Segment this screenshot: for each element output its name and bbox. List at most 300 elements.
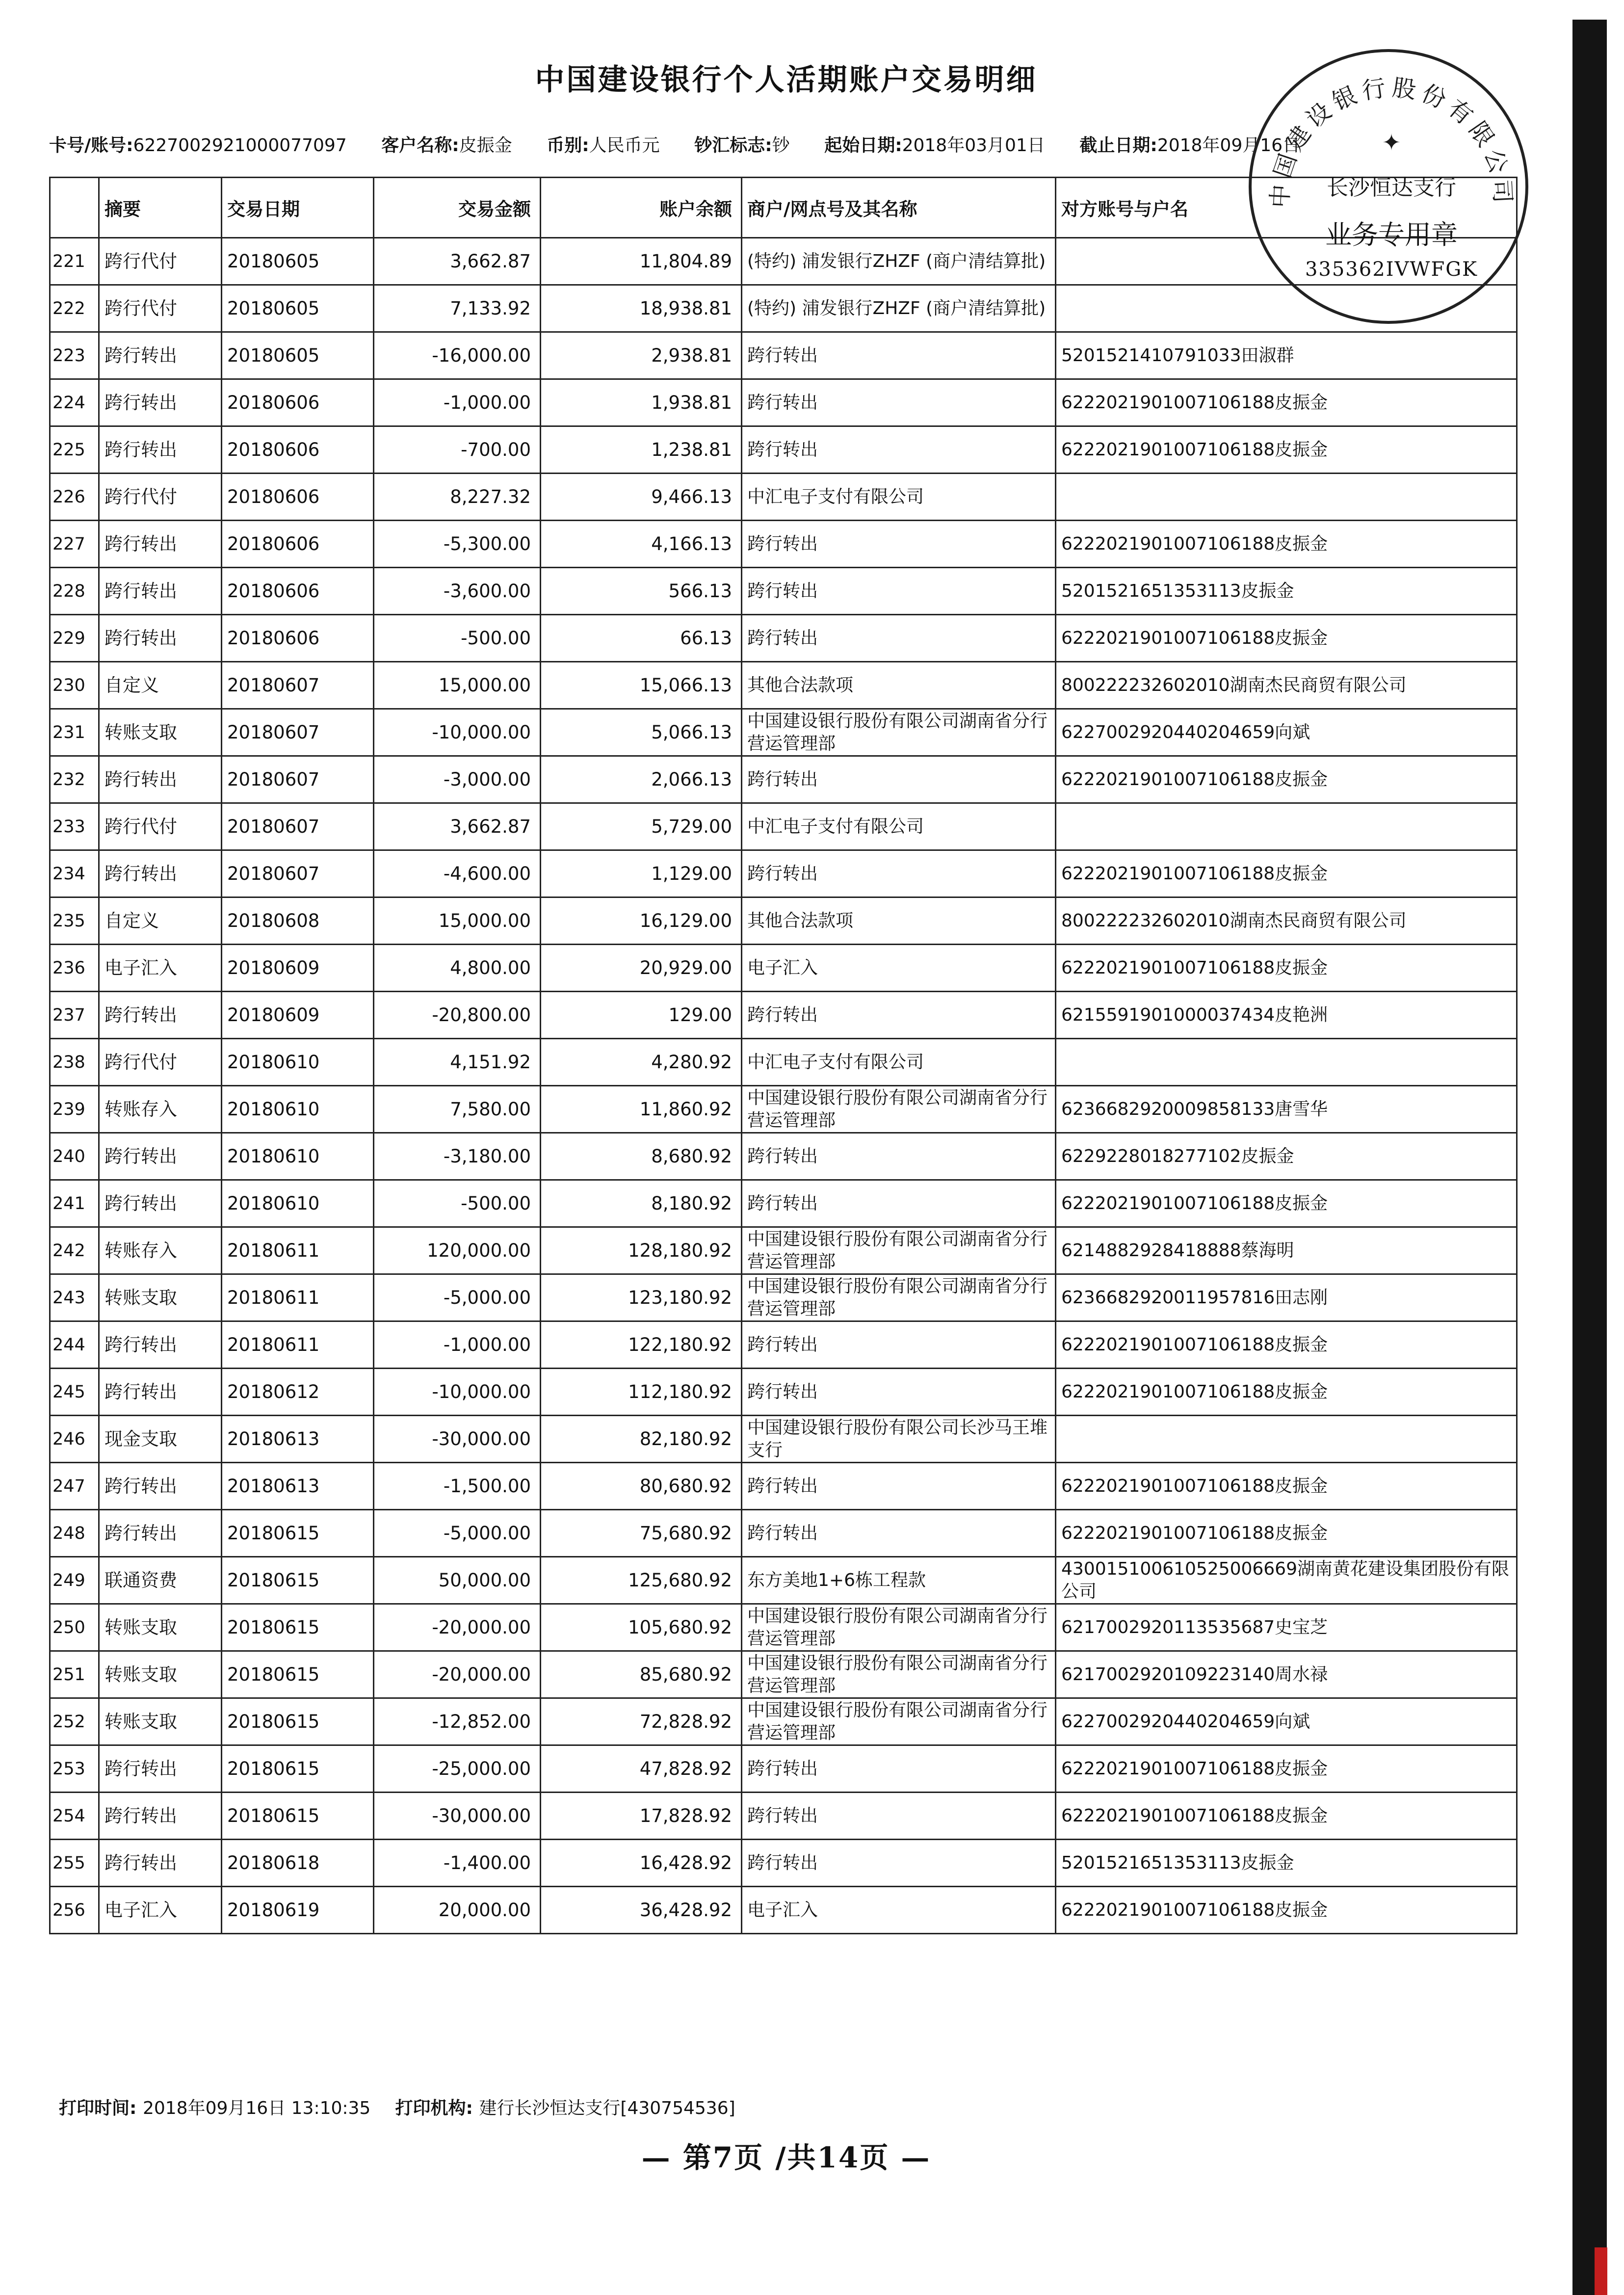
cell-date: 20180613: [222, 1463, 374, 1510]
cell-index: 251: [50, 1651, 99, 1698]
cell-amount: -500.00: [374, 1180, 541, 1227]
cell-counterparty: [1056, 803, 1517, 850]
cell-amount: -20,000.00: [374, 1604, 541, 1651]
cell-amount: -10,000.00: [374, 709, 541, 756]
cell-index: 250: [50, 1604, 99, 1651]
cell-merchant: 跨行转出: [742, 1321, 1056, 1369]
cell-counterparty: 6222021901007106188皮振金: [1056, 379, 1517, 426]
cell-counterparty: 6222021901007106188皮振金: [1056, 1887, 1517, 1934]
customer-name-value: 皮振金: [459, 135, 512, 156]
cell-counterparty: [1056, 238, 1517, 285]
cell-counterparty: 6227002920440204659向斌: [1056, 709, 1517, 756]
cell-merchant: 中国建设银行股份有限公司湖南省分行营运管理部: [742, 1274, 1056, 1321]
cell-summary: 跨行转出: [99, 1321, 222, 1369]
cell-date: 20180606: [222, 568, 374, 615]
cell-amount: -5,000.00: [374, 1510, 541, 1557]
cell-counterparty: 6222021901007106188皮振金: [1056, 615, 1517, 662]
cell-amount: -5,000.00: [374, 1274, 541, 1321]
cell-counterparty: 430015100610525006669湖南黄花建设集团股份有限公司: [1056, 1557, 1517, 1604]
cell-amount: 20,000.00: [374, 1887, 541, 1934]
cell-merchant: 跨行转出: [742, 615, 1056, 662]
cell-date: 20180611: [222, 1227, 374, 1274]
cell-index: 255: [50, 1840, 99, 1887]
cell-amount: 15,000.00: [374, 897, 541, 945]
cell-index: 244: [50, 1321, 99, 1369]
cell-counterparty: 6222021901007106188皮振金: [1056, 1745, 1517, 1793]
cell-summary: 跨行转出: [99, 1369, 222, 1416]
table-row: [50, 474, 1517, 521]
cell-date: 20180613: [222, 1416, 374, 1463]
cell-counterparty: 6236682920011957816田志刚: [1056, 1274, 1517, 1321]
cell-date: 20180607: [222, 662, 374, 709]
cell-summary: 转账支取: [99, 1651, 222, 1698]
column-header-date: 交易日期: [222, 178, 374, 238]
cell-balance: 17,828.92: [541, 1793, 742, 1840]
cell-balance: 1,238.81: [541, 426, 742, 474]
cell-date: 20180607: [222, 709, 374, 756]
cell-index: 234: [50, 850, 99, 897]
cell-counterparty: 6229228018277102皮振金: [1056, 1133, 1517, 1180]
cell-amount: -16,000.00: [374, 332, 541, 379]
cell-date: 20180615: [222, 1745, 374, 1793]
cell-balance: 16,428.92: [541, 1840, 742, 1887]
cell-balance: 20,929.00: [541, 945, 742, 992]
cell-amount: 7,133.92: [374, 285, 541, 332]
cell-merchant: 跨行转出: [742, 426, 1056, 474]
table-row: [50, 1510, 1517, 1557]
cell-merchant: (特约) 浦发银行ZHZF (商户清结算批): [742, 285, 1056, 332]
cell-index: 243: [50, 1274, 99, 1321]
cell-balance: 123,180.92: [541, 1274, 742, 1321]
cell-amount: -3,000.00: [374, 756, 541, 803]
cell-merchant: 中汇电子支付有限公司: [742, 803, 1056, 850]
cell-balance: 82,180.92: [541, 1416, 742, 1463]
cell-merchant: 跨行转出: [742, 992, 1056, 1039]
scan-edge-accent: [1595, 2247, 1607, 2295]
cell-amount: 3,662.87: [374, 238, 541, 285]
cell-summary: 跨行转出: [99, 850, 222, 897]
cell-index: 235: [50, 897, 99, 945]
cell-amount: 3,662.87: [374, 803, 541, 850]
cash-flag-value: 钞: [772, 135, 790, 156]
currency-value: 人民币元: [589, 135, 660, 156]
cell-counterparty: 5201521651353113皮振金: [1056, 1840, 1517, 1887]
cell-date: 20180611: [222, 1321, 374, 1369]
table-row: [50, 945, 1517, 992]
cell-index: 242: [50, 1227, 99, 1274]
cell-balance: 2,066.13: [541, 756, 742, 803]
table-row: [50, 1463, 1517, 1510]
cell-merchant: 跨行转出: [742, 756, 1056, 803]
cell-index: 231: [50, 709, 99, 756]
cell-summary: 跨行转出: [99, 1510, 222, 1557]
cell-summary: 电子汇入: [99, 945, 222, 992]
cell-date: 20180610: [222, 1086, 374, 1133]
cell-date: 20180619: [222, 1887, 374, 1934]
table-row: [50, 1793, 1517, 1840]
cell-balance: 4,280.92: [541, 1039, 742, 1086]
cell-amount: 4,151.92: [374, 1039, 541, 1086]
table-row: [50, 1557, 1517, 1604]
cell-counterparty: 6222021901007106188皮振金: [1056, 426, 1517, 474]
cell-index: 227: [50, 521, 99, 568]
cell-index: 236: [50, 945, 99, 992]
table-row: [50, 332, 1517, 379]
transaction-table: [49, 177, 1518, 1934]
cell-merchant: 中国建设银行股份有限公司湖南省分行营运管理部: [742, 709, 1056, 756]
cell-merchant: 中汇电子支付有限公司: [742, 474, 1056, 521]
cell-amount: -30,000.00: [374, 1793, 541, 1840]
cell-balance: 47,828.92: [541, 1745, 742, 1793]
table-row: [50, 238, 1517, 285]
cell-counterparty: [1056, 285, 1517, 332]
cell-index: 256: [50, 1887, 99, 1934]
cell-summary: 跨行转出: [99, 1463, 222, 1510]
cell-date: 20180606: [222, 615, 374, 662]
cell-date: 20180606: [222, 474, 374, 521]
cell-merchant: 跨行转出: [742, 1180, 1056, 1227]
table-header-row: [50, 178, 1517, 238]
table-row: [50, 756, 1517, 803]
cell-merchant: 电子汇入: [742, 945, 1056, 992]
cell-index: 245: [50, 1369, 99, 1416]
cell-amount: -700.00: [374, 426, 541, 474]
cell-date: 20180607: [222, 850, 374, 897]
table-row: [50, 1086, 1517, 1133]
cell-counterparty: 6222021901007106188皮振金: [1056, 945, 1517, 992]
cell-merchant: 跨行转出: [742, 1745, 1056, 1793]
table-row: [50, 1604, 1517, 1651]
cell-summary: 跨行代付: [99, 474, 222, 521]
table-row: [50, 1416, 1517, 1463]
cell-balance: 8,180.92: [541, 1180, 742, 1227]
cell-date: 20180615: [222, 1793, 374, 1840]
cell-index: 254: [50, 1793, 99, 1840]
cell-index: 249: [50, 1557, 99, 1604]
cell-index: 232: [50, 756, 99, 803]
print-org-label: 打印机构:: [395, 2098, 473, 2118]
start-date-value: 2018年03月01日: [902, 135, 1045, 156]
table-row: [50, 1887, 1517, 1934]
cell-amount: -20,000.00: [374, 1651, 541, 1698]
cell-date: 20180608: [222, 897, 374, 945]
cell-summary: 转账支取: [99, 1604, 222, 1651]
cell-balance: 72,828.92: [541, 1698, 742, 1745]
table-row: [50, 615, 1517, 662]
cell-merchant: 跨行转出: [742, 379, 1056, 426]
card-number-label: 卡号/账号:: [49, 135, 133, 156]
table-row: [50, 709, 1517, 756]
cell-counterparty: 6222021901007106188皮振金: [1056, 1180, 1517, 1227]
svg-text:✦: ✦: [1382, 129, 1401, 156]
table-row: [50, 1039, 1517, 1086]
cell-date: 20180606: [222, 521, 374, 568]
end-date-label: 截止日期:: [1079, 135, 1157, 156]
table-row: [50, 379, 1517, 426]
cell-merchant: 中国建设银行股份有限公司湖南省分行营运管理部: [742, 1651, 1056, 1698]
cell-counterparty: [1056, 1416, 1517, 1463]
cell-index: 239: [50, 1086, 99, 1133]
cell-balance: 11,804.89: [541, 238, 742, 285]
cell-summary: 自定义: [99, 662, 222, 709]
cell-date: 20180609: [222, 945, 374, 992]
account-header: [49, 132, 1300, 157]
table-row: [50, 1321, 1517, 1369]
cell-merchant: 其他合法款项: [742, 897, 1056, 945]
cell-amount: -3,600.00: [374, 568, 541, 615]
page-indicator: — 第7页 /共14页 —: [641, 2141, 931, 2174]
cell-summary: 跨行转出: [99, 756, 222, 803]
cell-date: 20180609: [222, 992, 374, 1039]
card-number-value: 6227002921000077097: [133, 135, 347, 156]
cell-counterparty: 6227002920440204659向斌: [1056, 1698, 1517, 1745]
cell-counterparty: 6222021901007106188皮振金: [1056, 521, 1517, 568]
cell-amount: 4,800.00: [374, 945, 541, 992]
cell-balance: 112,180.92: [541, 1369, 742, 1416]
cell-date: 20180612: [222, 1369, 374, 1416]
cell-amount: -30,000.00: [374, 1416, 541, 1463]
cell-index: 221: [50, 238, 99, 285]
cell-balance: 1,129.00: [541, 850, 742, 897]
column-header-index: [50, 178, 99, 238]
cell-balance: 85,680.92: [541, 1651, 742, 1698]
cell-amount: -25,000.00: [374, 1745, 541, 1793]
cell-balance: 11,860.92: [541, 1086, 742, 1133]
cell-summary: 跨行转出: [99, 1180, 222, 1227]
cell-merchant: 跨行转出: [742, 1793, 1056, 1840]
column-header-counterparty: 对方账号与户名: [1056, 178, 1517, 238]
cell-date: 20180610: [222, 1039, 374, 1086]
cell-summary: 跨行转出: [99, 332, 222, 379]
cell-merchant: 跨行转出: [742, 1510, 1056, 1557]
cell-summary: 现金支取: [99, 1416, 222, 1463]
cell-counterparty: 5201521651353113皮振金: [1056, 568, 1517, 615]
cell-date: 20180615: [222, 1651, 374, 1698]
cell-date: 20180607: [222, 803, 374, 850]
cell-summary: 转账存入: [99, 1227, 222, 1274]
cell-balance: 75,680.92: [541, 1510, 742, 1557]
cell-date: 20180605: [222, 285, 374, 332]
cell-amount: 15,000.00: [374, 662, 541, 709]
cell-index: 240: [50, 1133, 99, 1180]
seal-branch-name: 长沙恒达支行: [1327, 175, 1456, 200]
cell-index: 223: [50, 332, 99, 379]
cell-date: 20180615: [222, 1510, 374, 1557]
cell-merchant: 跨行转出: [742, 521, 1056, 568]
cell-summary: 跨行代付: [99, 803, 222, 850]
table-row: [50, 1274, 1517, 1321]
document-title: 中国建设银行个人活期账户交易明细: [535, 63, 1038, 97]
cell-summary: 跨行转出: [99, 615, 222, 662]
cell-merchant: 电子汇入: [742, 1887, 1056, 1934]
cell-amount: -1,500.00: [374, 1463, 541, 1510]
cell-index: 224: [50, 379, 99, 426]
cell-merchant: 中汇电子支付有限公司: [742, 1039, 1056, 1086]
table-row: [50, 1651, 1517, 1698]
table-row: [50, 285, 1517, 332]
cell-date: 20180606: [222, 379, 374, 426]
cell-merchant: 中国建设银行股份有限公司长沙马王堆支行: [742, 1416, 1056, 1463]
cell-amount: -10,000.00: [374, 1369, 541, 1416]
cell-summary: 跨行代付: [99, 1039, 222, 1086]
cell-date: 20180615: [222, 1698, 374, 1745]
cell-balance: 566.13: [541, 568, 742, 615]
cell-counterparty: 800222232602010湖南杰民商贸有限公司: [1056, 662, 1517, 709]
cell-date: 20180615: [222, 1604, 374, 1651]
cell-amount: -500.00: [374, 615, 541, 662]
cell-summary: 跨行转出: [99, 568, 222, 615]
cell-counterparty: 6222021901007106188皮振金: [1056, 756, 1517, 803]
cell-summary: 跨行转出: [99, 992, 222, 1039]
cell-counterparty: 6217002920109223140周水禄: [1056, 1651, 1517, 1698]
cell-amount: -5,300.00: [374, 521, 541, 568]
cell-date: 20180618: [222, 1840, 374, 1887]
print-org-value: 建行长沙恒达支行[430754536]: [479, 2098, 735, 2118]
cell-balance: 80,680.92: [541, 1463, 742, 1510]
cell-counterparty: 6222021901007106188皮振金: [1056, 1369, 1517, 1416]
cell-index: 241: [50, 1180, 99, 1227]
cell-summary: 转账支取: [99, 1274, 222, 1321]
cell-summary: 跨行转出: [99, 1793, 222, 1840]
cell-balance: 66.13: [541, 615, 742, 662]
cell-merchant: 跨行转出: [742, 568, 1056, 615]
seal-purpose: 业务专用章: [1325, 219, 1458, 250]
cell-index: 237: [50, 992, 99, 1039]
cell-amount: -3,180.00: [374, 1133, 541, 1180]
cell-summary: 跨行转出: [99, 1840, 222, 1887]
cell-date: 20180606: [222, 426, 374, 474]
cell-index: 230: [50, 662, 99, 709]
table-row: [50, 1369, 1517, 1416]
cell-date: 20180607: [222, 756, 374, 803]
cell-counterparty: [1056, 474, 1517, 521]
cell-counterparty: [1056, 1039, 1517, 1086]
cell-summary: 跨行代付: [99, 238, 222, 285]
table-row: [50, 1745, 1517, 1793]
scan-edge-bar: [1572, 20, 1607, 2295]
cell-summary: 转账存入: [99, 1086, 222, 1133]
table-row: [50, 1180, 1517, 1227]
table-row: [50, 568, 1517, 615]
cell-counterparty: 6236682920009858133唐雪华: [1056, 1086, 1517, 1133]
cell-counterparty: 800222232602010湖南杰民商贸有限公司: [1056, 897, 1517, 945]
table-row: [50, 992, 1517, 1039]
cell-balance: 36,428.92: [541, 1887, 742, 1934]
cell-summary: 自定义: [99, 897, 222, 945]
cell-date: 20180605: [222, 332, 374, 379]
cell-merchant: (特约) 浦发银行ZHZF (商户清结算批): [742, 238, 1056, 285]
cell-counterparty: 6222021901007106188皮振金: [1056, 1463, 1517, 1510]
cell-summary: 联通资费: [99, 1557, 222, 1604]
currency-label: 币别:: [547, 135, 589, 156]
cell-index: 226: [50, 474, 99, 521]
cell-date: 20180610: [222, 1133, 374, 1180]
cell-balance: 5,729.00: [541, 803, 742, 850]
cell-summary: 跨行代付: [99, 285, 222, 332]
cell-summary: 跨行转出: [99, 1133, 222, 1180]
cell-amount: 8,227.32: [374, 474, 541, 521]
cell-summary: 转账支取: [99, 709, 222, 756]
table-row: [50, 1840, 1517, 1887]
cell-index: 228: [50, 568, 99, 615]
table-row: [50, 1133, 1517, 1180]
column-header-merchant: 商户/网点号及其名称: [742, 178, 1056, 238]
cell-merchant: 东方美地1+6栋工程款: [742, 1557, 1056, 1604]
cell-balance: 18,938.81: [541, 285, 742, 332]
cell-summary: 跨行转出: [99, 1745, 222, 1793]
cell-counterparty: 6222021901007106188皮振金: [1056, 1321, 1517, 1369]
cell-merchant: 跨行转出: [742, 332, 1056, 379]
cell-balance: 1,938.81: [541, 379, 742, 426]
cell-counterparty: 6222021901007106188皮振金: [1056, 1510, 1517, 1557]
cell-balance: 8,680.92: [541, 1133, 742, 1180]
cell-index: 248: [50, 1510, 99, 1557]
cell-counterparty: 6222021901007106188皮振金: [1056, 850, 1517, 897]
cell-index: 252: [50, 1698, 99, 1745]
cell-balance: 16,129.00: [541, 897, 742, 945]
cell-merchant: 跨行转出: [742, 1369, 1056, 1416]
cell-index: 247: [50, 1463, 99, 1510]
cell-amount: -20,800.00: [374, 992, 541, 1039]
cell-counterparty: 6217002920113535687史宝芝: [1056, 1604, 1517, 1651]
table-row: [50, 662, 1517, 709]
cell-balance: 129.00: [541, 992, 742, 1039]
cell-index: 233: [50, 803, 99, 850]
cell-date: 20180610: [222, 1180, 374, 1227]
cell-merchant: 中国建设银行股份有限公司湖南省分行营运管理部: [742, 1698, 1056, 1745]
cell-amount: 50,000.00: [374, 1557, 541, 1604]
cell-amount: -12,852.00: [374, 1698, 541, 1745]
column-header-amount: 交易金额: [374, 178, 541, 238]
cell-counterparty: 6222021901007106188皮振金: [1056, 1793, 1517, 1840]
cell-balance: 9,466.13: [541, 474, 742, 521]
table-row: [50, 1227, 1517, 1274]
cell-index: 246: [50, 1416, 99, 1463]
cell-date: 20180615: [222, 1557, 374, 1604]
cell-summary: 跨行转出: [99, 521, 222, 568]
cell-balance: 125,680.92: [541, 1557, 742, 1604]
table-row: [50, 521, 1517, 568]
end-date-value: 2018年09月16日: [1157, 135, 1301, 156]
cell-summary: 转账支取: [99, 1698, 222, 1745]
cell-index: 222: [50, 285, 99, 332]
cash-flag-label: 钞汇标志:: [694, 135, 772, 156]
cell-merchant: 中国建设银行股份有限公司湖南省分行营运管理部: [742, 1604, 1056, 1651]
cell-counterparty: 5201521410791033田淑群: [1056, 332, 1517, 379]
table-row: [50, 803, 1517, 850]
cell-balance: 4,166.13: [541, 521, 742, 568]
cell-summary: 跨行转出: [99, 426, 222, 474]
cell-amount: -1,000.00: [374, 379, 541, 426]
cell-merchant: 跨行转出: [742, 1840, 1056, 1887]
cell-amount: 120,000.00: [374, 1227, 541, 1274]
cell-merchant: 跨行转出: [742, 850, 1056, 897]
start-date-label: 起始日期:: [824, 135, 902, 156]
cell-counterparty: 6214882928418888蔡海明: [1056, 1227, 1517, 1274]
cell-balance: 15,066.13: [541, 662, 742, 709]
svg-text:中国建设银行股份有限公司: 中国建设银行股份有限公司: [1266, 74, 1517, 209]
cell-merchant: 跨行转出: [742, 1463, 1056, 1510]
cell-summary: 电子汇入: [99, 1887, 222, 1934]
column-header-balance: 账户余额: [541, 178, 742, 238]
cell-balance: 128,180.92: [541, 1227, 742, 1274]
cell-amount: -4,600.00: [374, 850, 541, 897]
cell-index: 225: [50, 426, 99, 474]
cell-merchant: 中国建设银行股份有限公司湖南省分行营运管理部: [742, 1227, 1056, 1274]
cell-counterparty: 6215591901000037434皮艳洲: [1056, 992, 1517, 1039]
customer-name-label: 客户名称:: [381, 135, 459, 156]
table-row: [50, 850, 1517, 897]
